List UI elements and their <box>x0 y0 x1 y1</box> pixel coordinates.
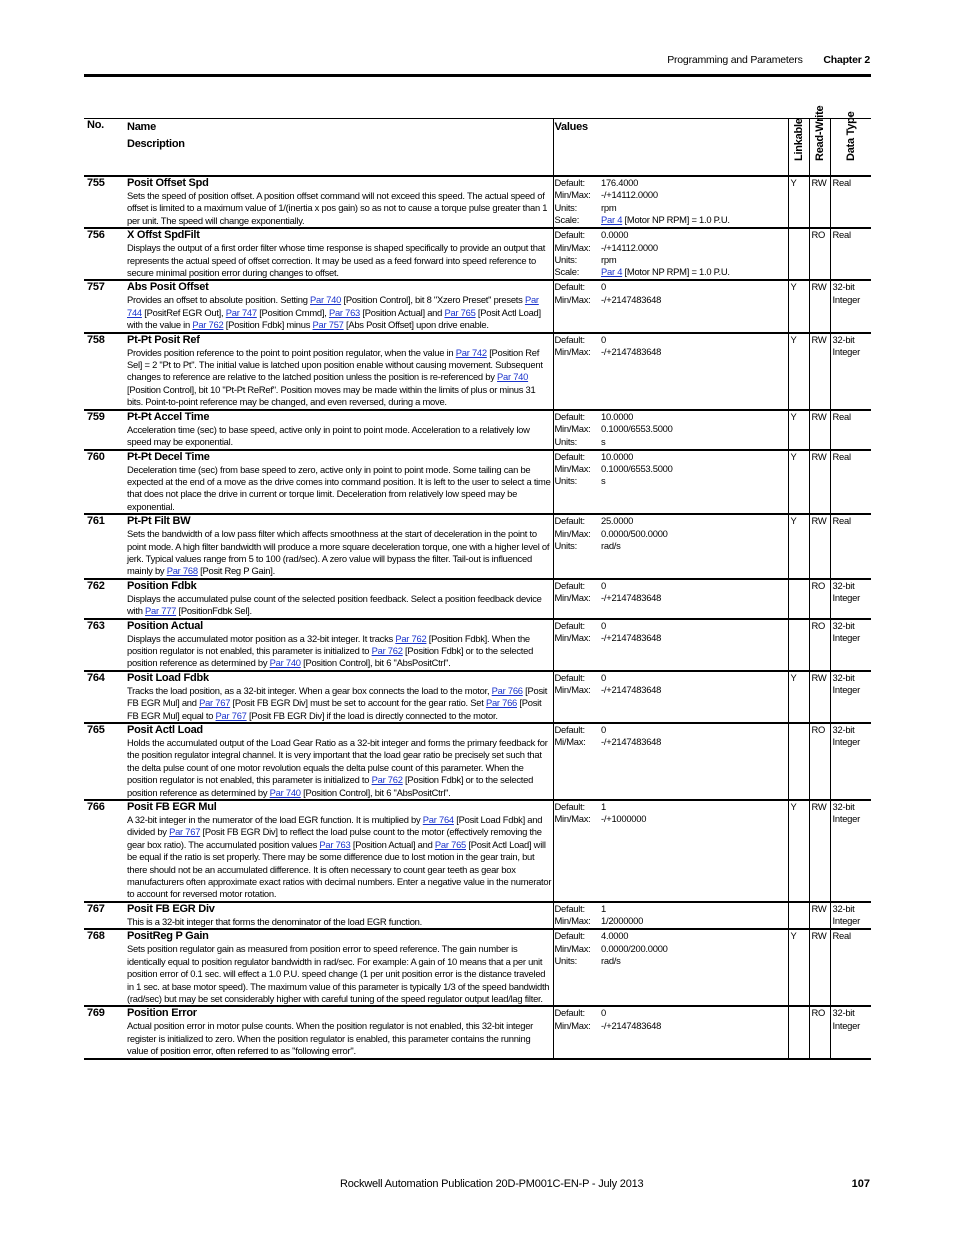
read-write-flag: RW <box>809 333 830 410</box>
parameter-row <box>84 1006 871 1058</box>
value-values <box>600 280 788 332</box>
value-label: Min/Max: <box>554 915 591 927</box>
value-labels <box>553 929 600 1006</box>
parameter-link[interactable]: Par 767 <box>215 709 247 721</box>
value-label: Min/Max: <box>554 631 591 643</box>
parameter-name: Position Actual <box>127 619 203 632</box>
linkable-flag: Y <box>788 333 809 410</box>
parameter-link[interactable]: Par 740 <box>269 786 301 798</box>
parameter-name-description <box>126 176 553 228</box>
data-type: Real <box>830 514 871 579</box>
parameter-link[interactable]: Par 766 <box>491 684 523 696</box>
parameter-link[interactable]: Par 747 <box>225 306 257 318</box>
value-values <box>600 929 788 1006</box>
value-value: rad/s <box>601 539 621 551</box>
parameter-row <box>84 902 871 929</box>
read-write-flag: RW <box>809 800 830 902</box>
parameter-name-description <box>126 671 553 723</box>
read-write-flag: RW <box>809 671 830 723</box>
value-label: Default: <box>554 333 585 345</box>
data-type: Real <box>830 176 871 228</box>
value-values <box>600 902 788 929</box>
value-value: 0 <box>601 671 606 683</box>
read-write-flag: RW <box>809 410 830 450</box>
value-labels <box>553 619 600 671</box>
read-write-flag: RO <box>809 619 830 671</box>
value-value: 0 <box>601 281 606 293</box>
value-values <box>600 723 788 800</box>
value-label: Min/Max: <box>554 293 591 305</box>
col-header-linkable: Linkable <box>788 119 809 177</box>
read-write-flag: RW <box>809 450 830 515</box>
parameter-name: Position Fdbk <box>127 579 197 592</box>
read-write-flag: RW <box>809 176 830 228</box>
value-value: -/+1000000 <box>601 813 647 825</box>
parameter-number: 763 <box>84 619 126 671</box>
parameter-link[interactable]: Par 777 <box>145 605 177 617</box>
value-label: Min/Max: <box>554 684 591 696</box>
parameter-description: Deceleration time (sec) from base speed to zero, active only in point to point mode. Some tailing can be expected at the end of a move as the drive comes into command position. It is left to the user to select a time that does not place the drive in current or torque limit. Deceleration from relatively low speed may be exponential. <box>127 463 551 512</box>
parameter-description: Provides position reference to the point to point position regulator, when the value in Par 742 [Position Ref Sel] = 2 "Pt to Pt". The initial value is latched upon position enable without causing movement. Subsequent changes to reference are relative to the latched position unless the position is re-referenced by Par 740 [Position Control], bit 10 "Pt-Pt ReRef". Position moves may be made within the limits of plus or minus 31 bits. Point-to-point reference may be changed, and even reversed, during a move. <box>127 346 543 408</box>
parameter-number: 768 <box>84 929 126 1006</box>
parameter-link[interactable]: Par 744 <box>127 294 539 318</box>
value-value: -/+2147483648 <box>601 1019 662 1031</box>
parameter-name: Pt-Pt Accel Time <box>127 410 210 423</box>
parameter-name: Posit Offset Spd <box>127 177 209 189</box>
data-type: 32-bit Integer <box>830 619 871 671</box>
parameter-link[interactable]: Par 4 <box>601 266 623 278</box>
value-labels <box>553 671 600 723</box>
parameter-number: 760 <box>84 450 126 515</box>
parameter-number: 756 <box>84 228 126 280</box>
value-label: Min/Max: <box>554 423 591 435</box>
value-label: Default: <box>554 801 585 813</box>
section-title: Programming and Parameters <box>667 54 803 66</box>
parameter-number: 759 <box>84 410 126 450</box>
parameter-link[interactable]: Par 4 <box>601 214 623 226</box>
value-value: rad/s <box>601 955 621 967</box>
value-label: Min/Max: <box>554 592 591 604</box>
value-value: 0.0000/200.0000 <box>601 942 668 954</box>
publication-footer: Rockwell Automation Publication 20D-PM001C-EN-P - July 2013 <box>340 1178 644 1190</box>
read-write-flag: RW <box>809 514 830 579</box>
value-label: Default: <box>554 450 585 462</box>
parameter-name-description <box>126 333 553 410</box>
value-labels <box>553 514 600 579</box>
parameter-link[interactable]: Par 764 <box>422 814 454 826</box>
data-type: Real <box>830 410 871 450</box>
value-value: -/+2147483648 <box>601 293 662 305</box>
parameter-name: Posit Load Fdbk <box>127 671 209 684</box>
value-label: Default: <box>554 619 585 631</box>
value-labels <box>553 176 600 228</box>
value-labels <box>553 333 600 410</box>
parameter-name-description <box>126 800 553 902</box>
linkable-flag: Y <box>788 450 809 515</box>
value-labels <box>553 723 600 800</box>
data-type: Real <box>830 228 871 280</box>
parameter-row <box>84 410 871 450</box>
data-type: 32-bit Integer <box>830 1006 871 1058</box>
value-value: 25.0000 <box>601 515 634 527</box>
value-label: Default: <box>554 281 585 293</box>
parameter-name-description <box>126 228 553 280</box>
linkable-flag <box>788 579 809 619</box>
value-value: rpm <box>601 254 617 266</box>
parameter-number: 755 <box>84 176 126 228</box>
value-labels <box>553 902 600 929</box>
parameter-name-description <box>126 1006 553 1058</box>
parameter-description: Sets position regulator gain as measured from position error to speed reference. The gain number is identically equal to position regulator bandwidth in rad/sec. For example: A gain of 10 means that a per unit position error of 0.1 sec. will effect a 1.0 P.U. speed change (1 per unit position error is the distance traveled in 1 sec. at base motor speed). The maximum value of this parameter is typically 1/3 of the speed bandwidth (rad/sec) but may be set considerably higher with careful tuning of the speed regulator output lead/lag filter. <box>127 943 550 1004</box>
header-rule <box>84 74 871 77</box>
value-label: Default: <box>554 410 585 422</box>
linkable-flag: Y <box>788 176 809 228</box>
parameter-link[interactable]: Par 763 <box>319 838 351 850</box>
parameter-number: 767 <box>84 902 126 929</box>
parameter-row <box>84 929 871 1006</box>
read-write-flag: RO <box>809 228 830 280</box>
parameter-name-description <box>126 579 553 619</box>
read-write-flag: RW <box>809 929 830 1006</box>
linkable-flag: Y <box>788 671 809 723</box>
linkable-flag <box>788 902 809 929</box>
value-value: Par 4 [Motor NP RPM] = 1.0 P.U. <box>601 266 730 278</box>
value-values <box>600 671 788 723</box>
linkable-flag: Y <box>788 800 809 902</box>
data-type: Real <box>830 929 871 1006</box>
value-label: Default: <box>554 1007 585 1019</box>
value-label: Units: <box>554 435 577 447</box>
parameter-number: 757 <box>84 280 126 332</box>
data-type: 32-bit Integer <box>830 671 871 723</box>
col-header-values: Values <box>553 119 788 177</box>
value-value: 0 <box>601 619 606 631</box>
value-value: 0 <box>601 1007 606 1019</box>
parameter-description: Tracks the load position, as a 32-bit integer. When a gear box connects the load to the motor, Par 766 [Posit FB EGR Mul] and Par 767 [Posit FB EGR Div] must be set to account for the gear ratio. Set Par 766 [Posit FB EGR Mul] equal to Par 767 [Posit FB EGR Div] if the load is directly connected to the motor. <box>127 684 548 721</box>
value-value: s <box>601 435 606 447</box>
value-values <box>600 1006 788 1058</box>
parameter-link[interactable]: Par 765 <box>434 838 466 850</box>
value-values <box>600 176 788 228</box>
value-labels <box>553 280 600 332</box>
parameter-name-description <box>126 410 553 450</box>
parameter-link[interactable]: Par 742 <box>455 346 487 358</box>
value-values <box>600 619 788 671</box>
parameter-link[interactable]: Par 762 <box>395 632 427 644</box>
value-label: Units: <box>554 539 577 551</box>
value-values <box>600 800 788 902</box>
value-label: Mi/Max: <box>554 736 586 748</box>
value-values <box>600 450 788 515</box>
parameter-name-description <box>126 280 553 332</box>
value-value: -/+14112.0000 <box>601 189 658 201</box>
parameter-number: 764 <box>84 671 126 723</box>
linkable-flag: Y <box>788 280 809 332</box>
parameter-description: Holds the accumulated output of the Load Gear Ratio as a 32-bit integer and forms the primary feedback for the position regulator integral channel. It is very important that the load gear ratio be precisely set such that the delta pulse count of one motor revolution equals the delta pulse count of this parameter. When the position regulator is not enabled, this parameter is initialized to Par 762 [Position Fdbk] or to the selected position reference as determined by Par 740 [Position Control], bit 6 "AbsPositCtrl". <box>127 737 548 798</box>
value-value: -/+2147483648 <box>601 346 662 358</box>
parameter-row <box>84 280 871 332</box>
value-label: Default: <box>554 579 585 591</box>
value-label: Default: <box>554 177 585 188</box>
parameter-link[interactable]: Par 768 <box>166 565 198 577</box>
linkable-flag: Y <box>788 929 809 1006</box>
parameter-link[interactable]: Par 767 <box>199 697 231 709</box>
value-value: 4.0000 <box>601 930 629 942</box>
value-values <box>600 410 788 450</box>
parameter-link[interactable]: Par 757 <box>312 319 344 331</box>
page-number: 107 <box>851 1178 870 1190</box>
parameter-link[interactable]: Par 740 <box>310 294 342 306</box>
linkable-flag: Y <box>788 514 809 579</box>
parameter-name: Pt-Pt Decel Time <box>127 450 210 463</box>
col-header-read-write: Read-Write <box>809 119 830 177</box>
value-label: Min/Max: <box>554 942 591 954</box>
value-labels <box>553 450 600 515</box>
value-value: 0.0000 <box>601 229 629 241</box>
value-label: Default: <box>554 671 585 683</box>
parameter-name-description <box>126 902 553 929</box>
parameter-name: X Offst SpdFilt <box>127 229 200 242</box>
parameter-table <box>84 105 871 1060</box>
linkable-flag <box>788 228 809 280</box>
parameter-name-description <box>126 929 553 1006</box>
parameter-name-description <box>126 723 553 800</box>
parameter-name: PositReg P Gain <box>127 930 209 943</box>
value-label: Default: <box>554 515 585 527</box>
value-values <box>600 228 788 280</box>
value-value: 10.0000 <box>601 450 634 462</box>
value-label: Scale: <box>554 214 580 226</box>
parameter-description: Displays the accumulated pulse count of the selected position feedback. Select a position feedback device with Par 777 [PositionFdbk Sel]. <box>127 592 542 617</box>
running-header <box>667 54 870 66</box>
value-value: 0.0000/500.0000 <box>601 527 668 539</box>
col-header-description-label: Description <box>127 138 185 150</box>
data-type: 32-bit Integer <box>830 579 871 619</box>
read-write-flag: RW <box>809 902 830 929</box>
parameter-row <box>84 619 871 671</box>
chapter-label: Chapter 2 <box>823 54 870 66</box>
value-value: 0 <box>601 579 606 591</box>
parameter-row <box>84 800 871 902</box>
value-label: Min/Max: <box>554 813 591 825</box>
value-value: 10.0000 <box>601 410 634 422</box>
value-value: -/+2147483648 <box>601 592 662 604</box>
value-value: rpm <box>601 201 617 213</box>
value-label: Default: <box>554 724 585 735</box>
parameter-description: Acceleration time (sec) to base speed, active only in point to point mode. Acceleration to a relatively low speed may be exponential. <box>127 423 530 448</box>
value-labels <box>553 800 600 902</box>
parameter-link[interactable]: Par 740 <box>269 657 301 669</box>
parameter-name: Abs Posit Offset <box>127 281 209 294</box>
parameter-row <box>84 514 871 579</box>
value-label: Min/Max: <box>554 527 591 539</box>
data-type: 32-bit Integer <box>830 800 871 902</box>
data-type: 32-bit Integer <box>830 280 871 332</box>
parameter-name-description <box>126 514 553 579</box>
linkable-flag: Y <box>788 410 809 450</box>
parameter-link[interactable]: Par 766 <box>485 697 518 709</box>
data-type: 32-bit Integer <box>830 902 871 929</box>
value-label: Units: <box>554 475 577 487</box>
table-header-row <box>84 119 871 177</box>
parameter-link[interactable]: Par 765 <box>444 306 476 318</box>
value-labels <box>553 228 600 280</box>
parameter-name: Position Error <box>127 1007 197 1020</box>
parameter-link[interactable]: Par 762 <box>192 319 224 331</box>
parameter-link[interactable]: Par 763 <box>328 306 361 318</box>
value-label: Units: <box>554 254 577 266</box>
value-value: 176.4000 <box>601 177 639 188</box>
value-value: 0.1000/6553.5000 <box>601 423 673 435</box>
value-label: Scale: <box>554 266 580 278</box>
parameter-description: This is a 32-bit integer that forms the denominator of the load EGR function. <box>127 915 422 927</box>
parameter-description: Displays the output of a first order filter whose time response is shaped specifically to provide an output that represents the actual speed of offset correction. It may be used as a feed forward into speed reference to secure minimal position error during changes to offset. <box>127 242 546 279</box>
value-label: Min/Max: <box>554 462 591 474</box>
value-labels <box>553 579 600 619</box>
data-type: 32-bit Integer <box>830 333 871 410</box>
value-value: Par 4 [Motor NP RPM] = 1.0 P.U. <box>601 214 730 226</box>
parameter-row <box>84 228 871 280</box>
value-values <box>600 514 788 579</box>
value-label: Min/Max: <box>554 241 591 253</box>
parameter-description: Actual position error in motor pulse counts. When the position regulator is not enabled, this 32-bit integer register is initialized to zero. When the position regulator is enabled, this parameter contains the running value of position error, often referred to as "following error". <box>127 1020 534 1057</box>
value-label: Min/Max: <box>554 1019 591 1031</box>
parameter-description: Displays the accumulated motor position as a 32-bit integer. It tracks Par 762 [Position Fdbk]. When the position regulator is not enabled, this parameter is initialized to Par 762 [Position Fdbk] or to the selected position reference as determined by Par 740 [Position Control], bit 6 "AbsPositCtrl". <box>127 632 534 669</box>
parameter-link[interactable]: Par 740 <box>497 371 529 383</box>
value-value: s <box>601 475 606 487</box>
parameter-name: Posit Actl Load <box>127 724 203 736</box>
col-header-name-label: Name <box>127 121 156 133</box>
value-value: 0 <box>601 724 606 735</box>
parameter-row <box>84 723 871 800</box>
value-label: Min/Max: <box>554 189 591 201</box>
parameter-number: 765 <box>84 723 126 800</box>
value-value: -/+2147483648 <box>601 736 662 748</box>
parameter-description: Provides an offset to absolute position. Setting Par 740 [Position Control], bit 8 "Xzero Preset" presets Par 744 [PositRef EGR Out], Par 747 [Position Cmmd], Par 763 [Position Actual] and Par 765 [Posit Actl Load] with the value in Par 762 [Position Fdbk] minus Par 757 [Abs Posit Offset] upon drive enable. <box>127 294 541 331</box>
value-value: 1 <box>601 801 606 813</box>
value-label: Default: <box>554 902 585 914</box>
parameter-row <box>84 176 871 228</box>
parameter-name-description <box>126 619 553 671</box>
parameter-link[interactable]: Par 767 <box>169 826 201 838</box>
value-value: -/+14112.0000 <box>601 241 658 253</box>
parameter-description: Sets the bandwidth of a low pass filter which affects smoothness at the start of deceleration in the point to point mode. A high filter bandwidth will produce a more square deceleration torque, one with a higher level of jerk. Typical values range from 5 to 100 (rad/sec). A zero value will bypass the filter. Tail-out is influenced mainly by Par 768 [Posit Reg P Gain]. <box>127 528 550 577</box>
linkable-flag <box>788 723 809 800</box>
parameter-name: Pt-Pt Posit Ref <box>127 333 200 346</box>
parameter-description: A 32-bit integer in the numerator of the load EGR function. It is multiplied by Par 764 [Posit Load Fdbk] and divided by Par 767 [Posit FB EGR Div] to reflect the load pulse count to the motor (effectively removing the gear box ratio). The accumulated position values Par 763 [Position Actual] and Par 765 [Posit Actl Load] will be equal if the ratio is set properly. There may be some difference due to lost motion in the gear train, but there should not be an accumulated difference. It is often necessary to count gear teeth as gear box manufacturers often approximate exact ratios with decimal numbers. Enter a negative value in the numerator to account for reversed motor rotation. <box>127 814 552 900</box>
value-value: 0.1000/6553.5000 <box>601 462 673 474</box>
col-header-data-type: Data Type <box>830 119 871 177</box>
parameter-row <box>84 671 871 723</box>
data-type: Real <box>830 450 871 515</box>
value-label: Min/Max: <box>554 346 591 358</box>
value-label: Default: <box>554 930 585 942</box>
parameter-number: 761 <box>84 514 126 579</box>
parameter-row <box>84 450 871 515</box>
parameter-number: 769 <box>84 1006 126 1058</box>
col-header-name <box>126 119 553 177</box>
parameter-row <box>84 579 871 619</box>
value-values <box>600 579 788 619</box>
parameter-number: 766 <box>84 800 126 902</box>
parameter-description: Sets the speed of position offset. A position offset command will not exceed this speed. The actual speed of offset is limited to a maximum value of 1/(inertia x pos gain) so as not to cause a torque pulse greater than 1 per unit. The speed will change exponentially. <box>127 190 548 226</box>
value-label: Default: <box>554 229 585 241</box>
parameter-link[interactable]: Par 762 <box>371 644 403 656</box>
parameter-row <box>84 333 871 410</box>
read-write-flag: RO <box>809 1006 830 1058</box>
col-header-no: No. <box>84 119 126 177</box>
value-value: -/+2147483648 <box>601 684 662 696</box>
linkable-flag <box>788 619 809 671</box>
value-value: 1 <box>601 902 606 914</box>
value-value: 0 <box>601 333 606 345</box>
read-write-flag: RO <box>809 579 830 619</box>
value-labels <box>553 410 600 450</box>
value-value: -/+2147483648 <box>601 631 662 643</box>
parameter-number: 762 <box>84 579 126 619</box>
value-values <box>600 333 788 410</box>
parameter-number: 758 <box>84 333 126 410</box>
parameter-name: Posit FB EGR Mul <box>127 801 217 814</box>
parameter-name-description <box>126 450 553 515</box>
value-labels <box>553 1006 600 1058</box>
parameter-name: Pt-Pt Filt BW <box>127 515 191 528</box>
value-value: 1/2000000 <box>601 915 644 927</box>
linkable-flag <box>788 1006 809 1058</box>
read-write-flag: RO <box>809 723 830 800</box>
parameter-link[interactable]: Par 762 <box>371 774 403 786</box>
data-type: 32-bit Integer <box>830 723 871 800</box>
value-label: Units: <box>554 955 577 967</box>
parameter-name: Posit FB EGR Div <box>127 902 215 915</box>
read-write-flag: RW <box>809 280 830 332</box>
value-label: Units: <box>554 201 577 213</box>
